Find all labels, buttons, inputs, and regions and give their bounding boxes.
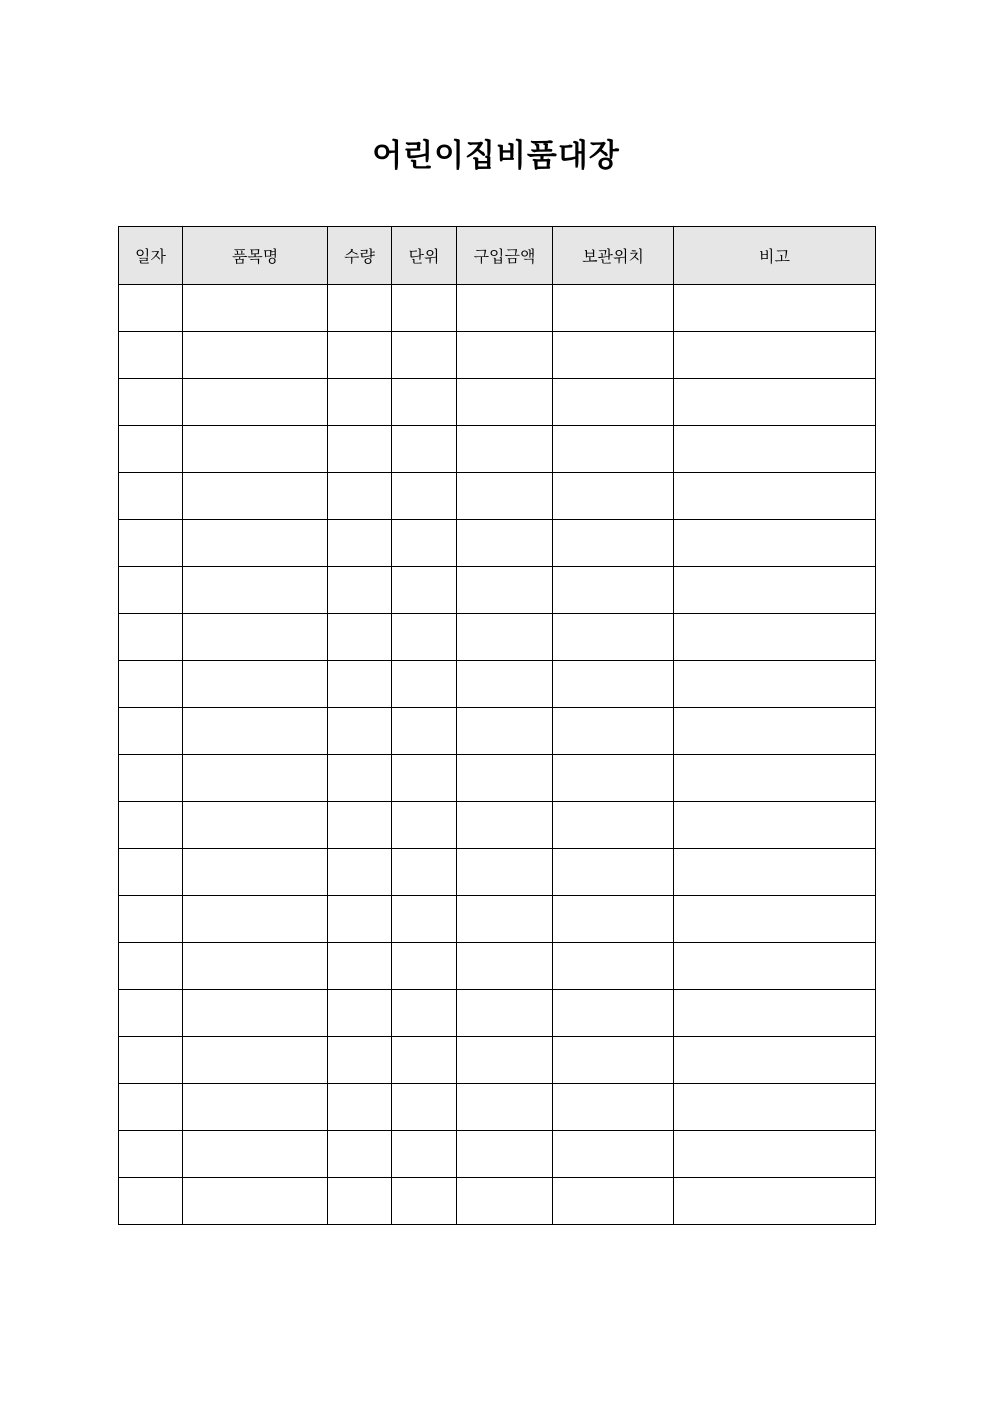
table-row (119, 802, 876, 849)
remarks-cell[interactable] (674, 943, 876, 990)
date-cell[interactable] (119, 943, 183, 990)
storage-location-cell[interactable] (553, 1037, 674, 1084)
storage-location-cell[interactable] (553, 379, 674, 426)
unit-cell[interactable] (392, 473, 457, 520)
remarks-cell[interactable] (674, 379, 876, 426)
remarks-cell[interactable] (674, 708, 876, 755)
remarks-cell[interactable] (674, 1178, 876, 1225)
header-remarks: 비고 (674, 227, 876, 285)
table-row (119, 708, 876, 755)
quantity-cell[interactable] (328, 755, 392, 802)
storage-location-cell[interactable] (553, 708, 674, 755)
remarks-cell[interactable] (674, 332, 876, 379)
quantity-cell[interactable] (328, 1084, 392, 1131)
quantity-cell[interactable] (328, 614, 392, 661)
date-cell[interactable] (119, 802, 183, 849)
quantity-cell[interactable] (328, 802, 392, 849)
date-cell[interactable] (119, 426, 183, 473)
quantity-cell[interactable] (328, 849, 392, 896)
purchase-amount-cell[interactable] (457, 426, 553, 473)
header-date: 일자 (119, 227, 183, 285)
item-name-cell[interactable] (183, 1131, 328, 1178)
quantity-cell[interactable] (328, 708, 392, 755)
unit-cell[interactable] (392, 943, 457, 990)
purchase-amount-cell[interactable] (457, 1178, 553, 1225)
unit-cell[interactable] (392, 1037, 457, 1084)
purchase-amount-cell[interactable] (457, 849, 553, 896)
purchase-amount-cell[interactable] (457, 567, 553, 614)
quantity-cell[interactable] (328, 661, 392, 708)
table-body (119, 285, 876, 1225)
purchase-amount-cell[interactable] (457, 943, 553, 990)
quantity-cell[interactable] (328, 520, 392, 567)
date-cell[interactable] (119, 614, 183, 661)
item-name-cell[interactable] (183, 473, 328, 520)
item-name-cell[interactable] (183, 708, 328, 755)
item-name-cell[interactable] (183, 943, 328, 990)
date-cell[interactable] (119, 285, 183, 332)
purchase-amount-cell[interactable] (457, 896, 553, 943)
date-cell[interactable] (119, 661, 183, 708)
storage-location-cell[interactable] (553, 614, 674, 661)
header-quantity: 수량 (328, 227, 392, 285)
date-cell[interactable] (119, 520, 183, 567)
remarks-cell[interactable] (674, 285, 876, 332)
unit-cell[interactable] (392, 708, 457, 755)
purchase-amount-cell[interactable] (457, 473, 553, 520)
table-row (119, 426, 876, 473)
date-cell[interactable] (119, 332, 183, 379)
date-cell[interactable] (119, 1037, 183, 1084)
unit-cell[interactable] (392, 567, 457, 614)
storage-location-cell[interactable] (553, 755, 674, 802)
unit-cell[interactable] (392, 802, 457, 849)
remarks-cell[interactable] (674, 520, 876, 567)
inventory-ledger-table (118, 226, 876, 1225)
date-cell[interactable] (119, 990, 183, 1037)
unit-cell[interactable] (392, 614, 457, 661)
remarks-cell[interactable] (674, 567, 876, 614)
table-row (119, 990, 876, 1037)
date-cell[interactable] (119, 849, 183, 896)
table-row (119, 520, 876, 567)
table-row (119, 943, 876, 990)
unit-cell[interactable] (392, 285, 457, 332)
storage-location-cell[interactable] (553, 520, 674, 567)
unit-cell[interactable] (392, 379, 457, 426)
purchase-amount-cell[interactable] (457, 1084, 553, 1131)
remarks-cell[interactable] (674, 426, 876, 473)
item-name-cell[interactable] (183, 285, 328, 332)
item-name-cell[interactable] (183, 567, 328, 614)
storage-location-cell[interactable] (553, 943, 674, 990)
header-item-name: 품목명 (183, 227, 328, 285)
unit-cell[interactable] (392, 520, 457, 567)
date-cell[interactable] (119, 708, 183, 755)
purchase-amount-cell[interactable] (457, 990, 553, 1037)
table-row (119, 285, 876, 332)
quantity-cell[interactable] (328, 1131, 392, 1178)
table-row (119, 661, 876, 708)
unit-cell[interactable] (392, 896, 457, 943)
purchase-amount-cell[interactable] (457, 708, 553, 755)
item-name-cell[interactable] (183, 379, 328, 426)
unit-cell[interactable] (392, 849, 457, 896)
table-row (119, 1131, 876, 1178)
storage-location-cell[interactable] (553, 1178, 674, 1225)
quantity-cell[interactable] (328, 567, 392, 614)
item-name-cell[interactable] (183, 426, 328, 473)
storage-location-cell[interactable] (553, 426, 674, 473)
storage-location-cell[interactable] (553, 896, 674, 943)
item-name-cell[interactable] (183, 1037, 328, 1084)
remarks-cell[interactable] (674, 755, 876, 802)
remarks-cell[interactable] (674, 849, 876, 896)
remarks-cell[interactable] (674, 661, 876, 708)
quantity-cell[interactable] (328, 1178, 392, 1225)
quantity-cell[interactable] (328, 332, 392, 379)
date-cell[interactable] (119, 379, 183, 426)
storage-location-cell[interactable] (553, 802, 674, 849)
purchase-amount-cell[interactable] (457, 1131, 553, 1178)
item-name-cell[interactable] (183, 332, 328, 379)
remarks-cell[interactable] (674, 990, 876, 1037)
item-name-cell[interactable] (183, 896, 328, 943)
item-name-cell[interactable] (183, 1178, 328, 1225)
remarks-cell[interactable] (674, 1131, 876, 1178)
date-cell[interactable] (119, 1084, 183, 1131)
table-row (119, 1037, 876, 1084)
purchase-amount-cell[interactable] (457, 285, 553, 332)
page-title: 어린이집비품대장 (372, 138, 620, 174)
table-row (119, 1084, 876, 1131)
remarks-cell[interactable] (674, 802, 876, 849)
date-cell[interactable] (119, 755, 183, 802)
table-row (119, 614, 876, 661)
table-row (119, 332, 876, 379)
date-cell[interactable] (119, 1178, 183, 1225)
quantity-cell[interactable] (328, 285, 392, 332)
item-name-cell[interactable] (183, 614, 328, 661)
purchase-amount-cell[interactable] (457, 614, 553, 661)
unit-cell[interactable] (392, 332, 457, 379)
date-cell[interactable] (119, 896, 183, 943)
purchase-amount-cell[interactable] (457, 520, 553, 567)
remarks-cell[interactable] (674, 473, 876, 520)
quantity-cell[interactable] (328, 896, 392, 943)
remarks-cell[interactable] (674, 614, 876, 661)
unit-cell[interactable] (392, 1084, 457, 1131)
purchase-amount-cell[interactable] (457, 1037, 553, 1084)
table-row (119, 896, 876, 943)
table-row (119, 379, 876, 426)
table-row (119, 567, 876, 614)
storage-location-cell[interactable] (553, 990, 674, 1037)
unit-cell[interactable] (392, 1178, 457, 1225)
date-cell[interactable] (119, 567, 183, 614)
date-cell[interactable] (119, 1131, 183, 1178)
unit-cell[interactable] (392, 990, 457, 1037)
unit-cell[interactable] (392, 661, 457, 708)
header-unit: 단위 (392, 227, 457, 285)
item-name-cell[interactable] (183, 755, 328, 802)
purchase-amount-cell[interactable] (457, 755, 553, 802)
item-name-cell[interactable] (183, 990, 328, 1037)
storage-location-cell[interactable] (553, 567, 674, 614)
remarks-cell[interactable] (674, 896, 876, 943)
table-row (119, 1178, 876, 1225)
header-storage-location: 보관위치 (553, 227, 674, 285)
purchase-amount-cell[interactable] (457, 379, 553, 426)
date-cell[interactable] (119, 473, 183, 520)
quantity-cell[interactable] (328, 1037, 392, 1084)
quantity-cell[interactable] (328, 379, 392, 426)
item-name-cell[interactable] (183, 520, 328, 567)
table-row (119, 473, 876, 520)
quantity-cell[interactable] (328, 990, 392, 1037)
storage-location-cell[interactable] (553, 285, 674, 332)
table-header-row (119, 227, 876, 285)
header-purchase-amount: 구입금액 (457, 227, 553, 285)
table-row (119, 849, 876, 896)
storage-location-cell[interactable] (553, 332, 674, 379)
item-name-cell[interactable] (183, 802, 328, 849)
table-row (119, 755, 876, 802)
remarks-cell[interactable] (674, 1037, 876, 1084)
unit-cell[interactable] (392, 1131, 457, 1178)
quantity-cell[interactable] (328, 426, 392, 473)
remarks-cell[interactable] (674, 1084, 876, 1131)
item-name-cell[interactable] (183, 849, 328, 896)
purchase-amount-cell[interactable] (457, 332, 553, 379)
purchase-amount-cell[interactable] (457, 661, 553, 708)
item-name-cell[interactable] (183, 1084, 328, 1131)
quantity-cell[interactable] (328, 943, 392, 990)
storage-location-cell[interactable] (553, 849, 674, 896)
storage-location-cell[interactable] (553, 661, 674, 708)
quantity-cell[interactable] (328, 473, 392, 520)
storage-location-cell[interactable] (553, 1131, 674, 1178)
unit-cell[interactable] (392, 755, 457, 802)
storage-location-cell[interactable] (553, 473, 674, 520)
item-name-cell[interactable] (183, 661, 328, 708)
unit-cell[interactable] (392, 426, 457, 473)
storage-location-cell[interactable] (553, 1084, 674, 1131)
purchase-amount-cell[interactable] (457, 802, 553, 849)
